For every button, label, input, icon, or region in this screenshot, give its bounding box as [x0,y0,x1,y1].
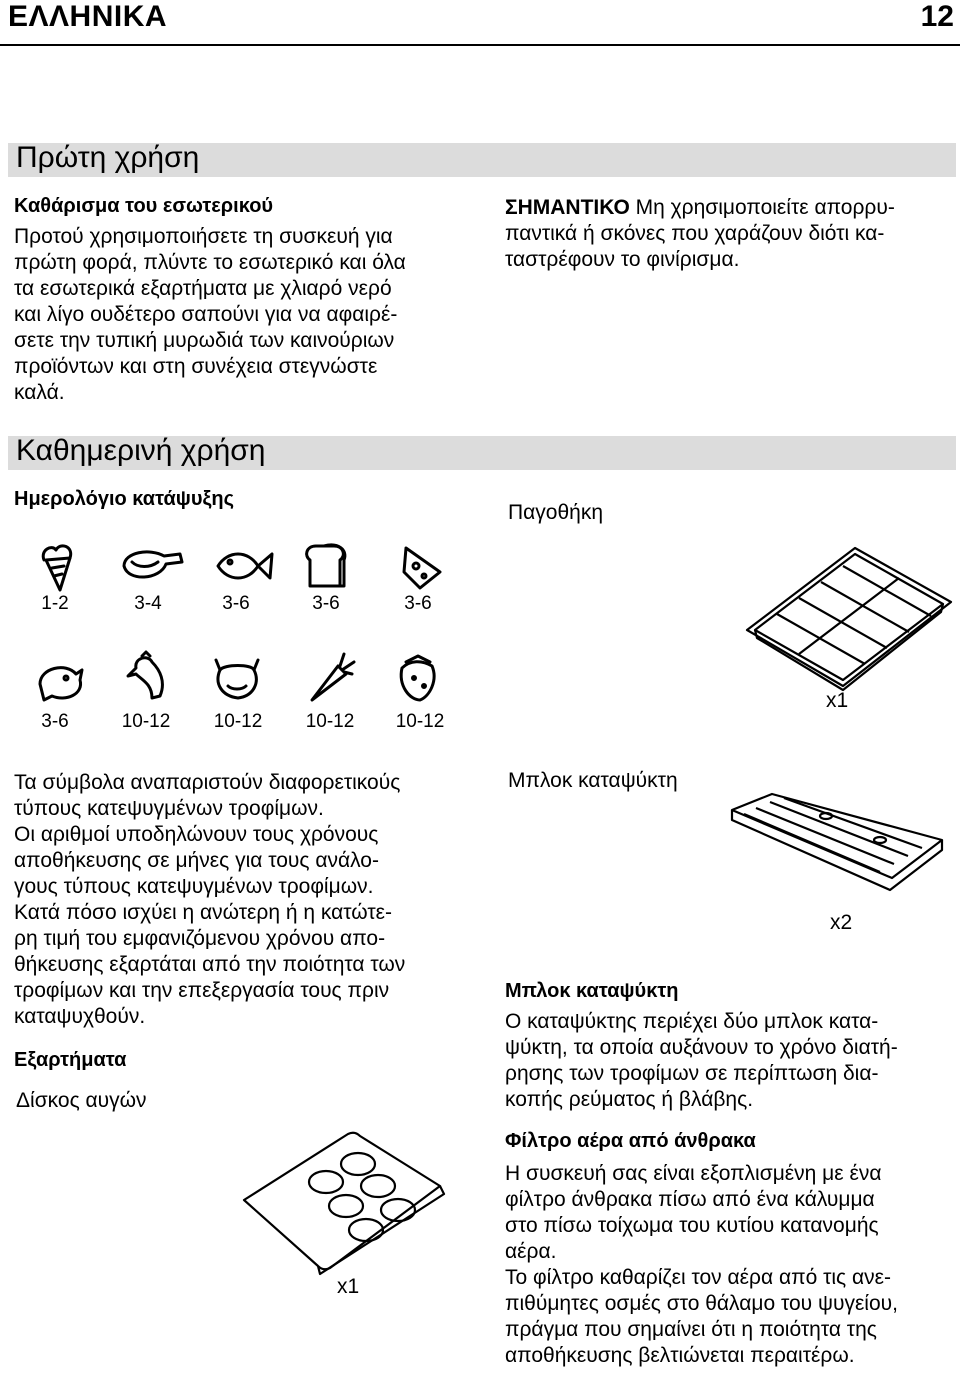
text-line: παντικά ή σκόνες που χαράζουν διότι κα- [505,222,885,245]
cleaning-heading: Καθάρισμα του εσωτερικού [14,195,274,217]
text-line: Κατά πόσο ισχύει η ανώτερη ή η κατώτε- [14,901,393,924]
fish-icon [218,554,272,578]
text-line: ψύκτη, τα οποία αυξάνουν το χρόνο διατή- [505,1036,898,1059]
freezer-block-label: Μπλοκ καταψύκτη [508,769,678,792]
text-line: Οι αριθμοί υποδηλώνουν τους χρόνους [14,823,379,846]
cow-icon [216,660,258,698]
ice-tray-illustration [745,540,955,690]
carbon-filter-heading: Φίλτρο αέρα από άνθρακα [505,1130,756,1152]
text-line: φίλτρο άνθρακα πίσω από ένα κάλυμμα [505,1188,875,1211]
minced-meat-icon [124,552,182,577]
storage-months: 3-6 [222,593,250,614]
text-line: πιθύμητες οσμές στο θάλαμο του ψυγείου, [505,1292,898,1315]
text-line: Η συσκευή σας είναι εξοπλισμένη με ένα [505,1162,882,1185]
text-line: τροφίμων και την επεξεργασία τους πριν [14,979,390,1002]
freezer-calendar-heading: Ημερολόγιο κατάψυξης [14,488,234,510]
text-line: κοπής ρεύματος ή βλάβης. [505,1088,754,1111]
text-line: ρη τιμή του εμφανιζόμενου χρόνου απο- [14,927,386,950]
freezer-block-section [505,980,950,1113]
bread-icon [307,545,345,586]
text-line: Τα σύμβολα αναπαριστούν διαφορετικούς [14,771,401,794]
storage-months: 3-6 [404,593,432,614]
section-band-first-use [8,143,956,177]
storage-months: 10-12 [213,711,263,732]
text-line: πράγμα που σημαίνει ότι η ποιότητα της [505,1318,877,1341]
section-title-daily-use: Καθημερινή χρήση [16,434,266,467]
page-number: 12 [920,0,954,33]
text-line: Ο καταψύκτης περιέχει δύο μπλοκ κατα- [505,1010,879,1033]
important-line1: Μη χρησιμοποιείτε απορρυ- [629,196,895,219]
freezer-block-quantity: x2 [830,911,853,934]
text-line: αποθήκευσης σε μήνες για τους ανάλο- [14,849,379,872]
cheese-icon [404,548,440,588]
cleaning-text [14,224,469,406]
text-line: Το φίλτρο καθαρίζει τον αέρα από τις ανε- [505,1266,891,1289]
text-line: τύπους κατεψυγμένων τροφίμων. [14,797,324,820]
language-title: ΕΛΛΗΝΙΚΑ [8,0,168,33]
text-line: σετε την τυπική μυρωδιά των καινούριων [14,329,395,352]
ice-tray-label: Παγοθήκη [508,501,604,524]
text-line: γους τύπους κατεψυγμένων τροφίμων. [14,875,374,898]
egg-tray-quantity: x1 [337,1275,360,1298]
storage-months: 3-6 [312,593,340,614]
storage-months: 3-6 [41,711,69,732]
storage-months: 10-12 [305,711,355,732]
egg-tray-illustration [240,1130,450,1275]
text-line: καλά. [14,381,65,404]
text-line: ρησης των τροφίμων σε περίπτωση δια- [505,1062,879,1085]
freezer-block-illustration [730,792,945,902]
text-line: ταστρέφουν το φινίρισμα. [505,248,740,271]
freezer-block-heading: Μπλοκ καταψύκτη [505,980,679,1002]
important-note [505,195,950,273]
strawberry-icon [401,656,434,700]
text-line: αποθήκευσης βελτιώνεται περαιτέρω. [505,1344,855,1367]
text-line: Προτού χρησιμοποιήσετε τη συσκευή για [14,225,393,248]
ice-cream-icon [43,546,71,590]
text-line: στο πίσω τοίχωμα του κυτίου κατανομής [505,1214,879,1237]
carbon-filter-section [505,1130,950,1369]
accessories-heading: Εξαρτήματα [14,1049,127,1071]
header-rule [0,44,960,46]
calendar-explanation [14,770,469,1030]
section-title-first-use: Πρώτη χρήση [16,141,200,174]
storage-months: 3-4 [134,593,162,614]
text-line: και λίγο ουδέτερο σαπούνι για να αφαιρέ- [14,303,398,326]
section-band-daily-use [8,436,956,470]
pig-icon [40,668,82,700]
carrot-icon [312,654,354,700]
storage-months: 10-12 [121,711,171,732]
calendar-icons-row-2 [30,652,450,712]
ice-tray-quantity: x1 [826,689,849,712]
text-line: καταψυχθούν. [14,1005,146,1028]
calendar-icons-row-1 [30,540,450,600]
important-label: ΣΗΜΑΝΤΙΚΟ [505,196,630,219]
text-line: θήκευσης εξαρτάται από την ποιότητα των [14,953,406,976]
egg-tray-label: Δίσκος αυγών [16,1089,147,1112]
text-line: τα εσωτερικά εξαρτήματα με χλιαρό νερό [14,277,392,300]
chicken-icon [128,652,162,698]
cleaning-block [14,195,469,406]
storage-months: 1-2 [41,593,69,614]
storage-months: 10-12 [395,711,445,732]
text-line: αέρα. [505,1240,557,1263]
text-line: προϊόντων και στη συνέχεια στεγνώστε [14,355,378,378]
text-line [505,195,950,221]
text-line: πρώτη φορά, πλύντε το εσωτερικό και όλα [14,251,406,274]
